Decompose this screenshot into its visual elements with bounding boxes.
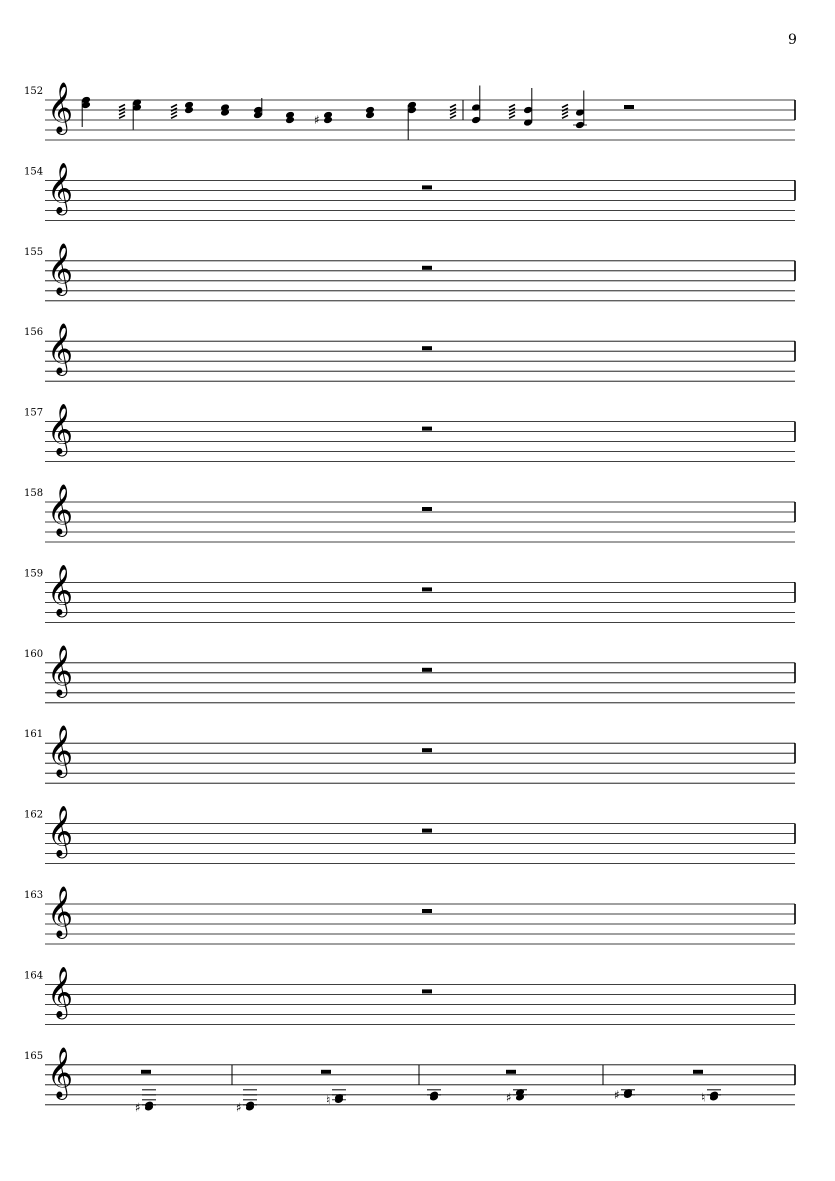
- measure-number: 152: [24, 86, 44, 97]
- measure-number: 159: [24, 568, 44, 580]
- staff-system: [24, 484, 795, 542]
- measure-number: 160: [24, 648, 44, 660]
- sharp-accidental: ♯: [314, 113, 320, 127]
- sharp-accidental: ♯: [135, 1100, 141, 1115]
- staff-system: [24, 806, 795, 864]
- staff-system: [24, 82, 795, 140]
- treble-clef: 𝄞: [47, 242, 74, 294]
- measure-number: 156: [24, 327, 44, 339]
- sharp-accidental: ♯: [236, 1100, 242, 1115]
- whole-rest: [422, 748, 432, 752]
- page-number: 9: [788, 32, 797, 48]
- whole-rest: [422, 989, 432, 993]
- whole-rest: [624, 105, 634, 109]
- measure-number: 155: [24, 246, 44, 258]
- treble-clef: 𝄞: [47, 484, 74, 535]
- whole-rest: [422, 587, 432, 591]
- treble-clef: 𝄞: [47, 644, 74, 696]
- treble-clef: 𝄞: [47, 886, 74, 937]
- tremolo-slash: [509, 112, 515, 115]
- tremolo-slash: [509, 105, 515, 108]
- measure-number: 154: [24, 166, 44, 178]
- treble-clef: 𝄞: [47, 966, 74, 1018]
- whole-rest: [422, 346, 432, 350]
- measure-number: 164: [24, 970, 44, 982]
- staff-system: [24, 243, 795, 301]
- whole-rest: [422, 185, 432, 189]
- tremolo-slash: [119, 112, 125, 115]
- staff-system: [24, 1047, 795, 1115]
- sharp-accidental: ♯: [614, 1087, 620, 1102]
- whole-rest: [321, 1070, 331, 1074]
- measure-number: 158: [24, 488, 44, 499]
- staff-system: [24, 725, 795, 783]
- tremolo-slash: [171, 115, 177, 118]
- treble-clef: 𝄞: [47, 323, 74, 375]
- tremolo-slash: [171, 112, 177, 115]
- whole-rest: [422, 266, 432, 270]
- staff-system: [24, 323, 795, 381]
- tremolo-slash: [450, 115, 456, 118]
- staff-system: [24, 564, 795, 622]
- staff-system: [24, 404, 795, 462]
- staff-system: [24, 162, 795, 220]
- natural-accidental: ♮: [701, 1090, 706, 1105]
- whole-rest: [422, 507, 432, 511]
- measure-number: 165: [24, 1050, 44, 1062]
- tremolo-slash: [450, 105, 456, 108]
- whole-rest: [693, 1070, 703, 1074]
- tremolo-slash: [509, 115, 515, 118]
- treble-clef: 𝄞: [47, 162, 74, 214]
- tremolo-slash: [562, 105, 568, 108]
- treble-clef: 𝄞: [47, 403, 74, 455]
- treble-clef: 𝄞: [47, 1046, 74, 1098]
- whole-rest: [141, 1070, 151, 1074]
- tremolo-slash: [562, 115, 568, 118]
- tremolo-slash: [119, 105, 125, 108]
- measure-number: 157: [24, 407, 44, 419]
- natural-accidental: ♮: [326, 1092, 331, 1107]
- tremolo-slash: [562, 112, 568, 115]
- staff-system: [24, 886, 795, 944]
- measure-number: 162: [24, 809, 44, 821]
- whole-rest: [422, 829, 432, 833]
- staff-system: [24, 966, 795, 1024]
- tremolo-slash: [450, 112, 456, 115]
- staff-system: [24, 645, 795, 703]
- treble-clef: 𝄞: [47, 564, 74, 616]
- treble-clef: 𝄞: [47, 725, 74, 777]
- measure-number: 161: [24, 729, 44, 741]
- whole-rest: [422, 427, 432, 431]
- tremolo-slash: [119, 115, 125, 118]
- measure-number: 163: [24, 890, 44, 901]
- tremolo-slash: [171, 105, 177, 108]
- treble-clef: 𝄞: [47, 82, 74, 133]
- whole-rest: [422, 668, 432, 672]
- whole-rest: [422, 909, 432, 913]
- treble-clef: 𝄞: [47, 805, 74, 857]
- sharp-accidental: ♯: [506, 1090, 512, 1105]
- whole-rest: [506, 1070, 516, 1074]
